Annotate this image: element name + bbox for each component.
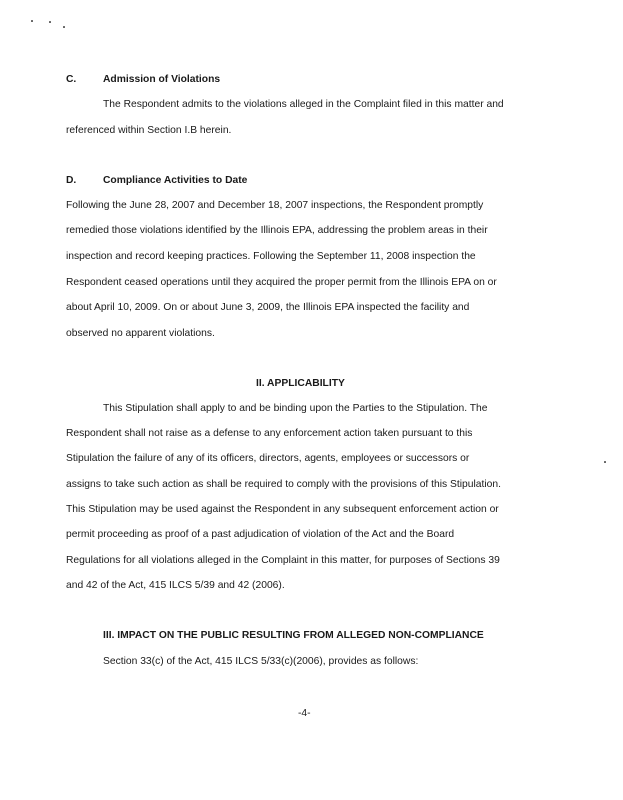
scan-speck [31, 20, 33, 22]
body-line: referenced within Section I.B herein. [66, 125, 232, 136]
body-line: This Stipulation may be used against the Respondent in any subsequent enforcement action or [66, 504, 499, 515]
body-line: Respondent shall not raise as a defense to any enforcement action taken pursuant to this [66, 428, 473, 439]
body-line: permit proceeding as proof of a past adjudication of violation of the Act and the Board [66, 529, 455, 540]
section-iii-heading: III. IMPACT ON THE PUBLIC RESULTING FROM ALLEGED NON-COMPLIANCE [103, 630, 484, 641]
section-d-title: Compliance Activities to Date [103, 175, 248, 186]
body-line: The Respondent admits to the violations alleged in the Complaint filed in this matter and [103, 99, 504, 110]
body-line: Respondent ceased operations until they acquired the proper permit from the Illinois EPA on or [66, 277, 497, 288]
section-d-letter: D. [66, 175, 77, 186]
body-line: Following the June 28, 2007 and December 18, 2007 inspections, the Respondent promptly [66, 200, 484, 211]
body-line: observed no apparent violations. [66, 328, 215, 339]
body-line: remedied those violations identified by the Illinois EPA, addressing the problem areas in their [66, 225, 488, 236]
section-c-letter: C. [66, 74, 77, 85]
section-ii-heading: II. APPLICABILITY [256, 378, 345, 389]
body-line: Stipulation the failure of any of its officers, directors, agents, employees or successors or [66, 453, 470, 464]
section-c-title: Admission of Violations [103, 74, 221, 85]
body-line: about April 10, 2009. On or about June 3, 2009, the Illinois EPA inspected the facility and [66, 302, 470, 313]
page-number: -4- [298, 708, 311, 719]
body-line: and 42 of the Act, 415 ILCS 5/39 and 42 (2006). [66, 580, 285, 591]
scan-speck [63, 26, 65, 28]
scan-speck [604, 461, 606, 463]
body-line: This Stipulation shall apply to and be binding upon the Parties to the Stipulation. The [103, 403, 488, 414]
body-line: assigns to take such action as shall be required to comply with the provisions of this Stipulation. [66, 479, 501, 490]
body-line: Section 33(c) of the Act, 415 ILCS 5/33(c)(2006), provides as follows: [103, 656, 419, 667]
body-line: inspection and record keeping practices. Following the September 11, 2008 inspection the [66, 251, 476, 262]
scan-speck [49, 21, 51, 23]
body-line: Regulations for all violations alleged in the Complaint in this matter, for purposes of Sections 39 [66, 555, 500, 566]
